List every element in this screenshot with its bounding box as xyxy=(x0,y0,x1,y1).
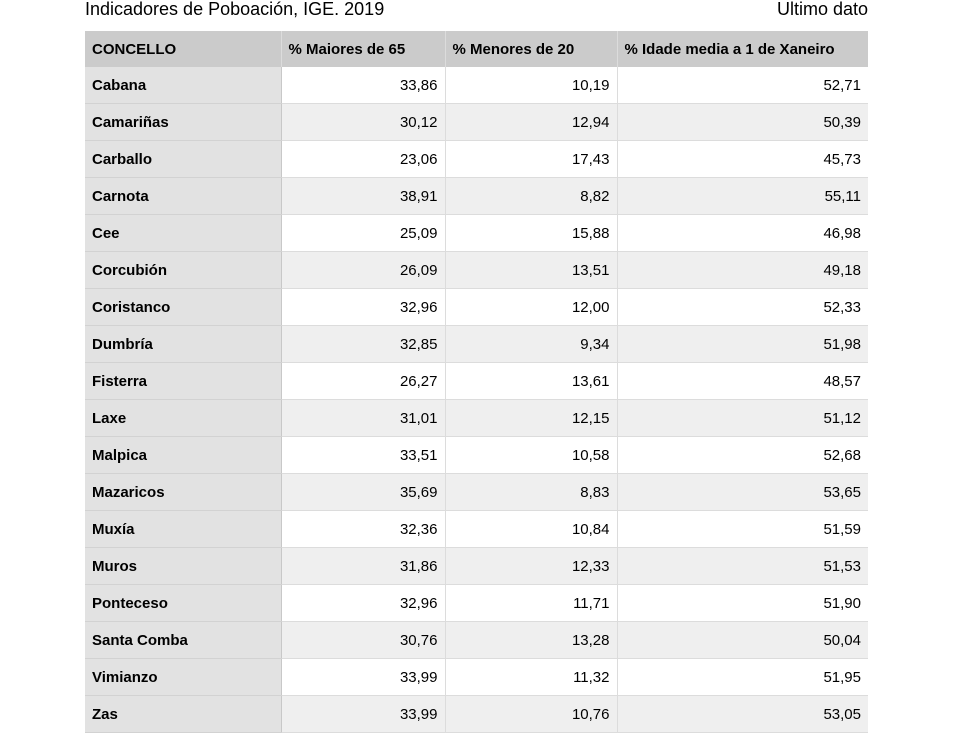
menores-20-cell: 10,19 xyxy=(445,67,617,104)
menores-20-cell: 11,32 xyxy=(445,659,617,696)
idade-media-cell: 51,12 xyxy=(617,400,868,437)
menores-20-cell: 12,15 xyxy=(445,400,617,437)
concello-cell: Cabana xyxy=(85,67,281,104)
table-row xyxy=(85,363,868,400)
table-row xyxy=(85,289,868,326)
table-row xyxy=(85,400,868,437)
menores-20-cell: 12,94 xyxy=(445,104,617,141)
table-row xyxy=(85,326,868,363)
menores-20-cell: 12,00 xyxy=(445,289,617,326)
concello-cell: Carballo xyxy=(85,141,281,178)
table-row xyxy=(85,622,868,659)
menores-20-cell: 8,82 xyxy=(445,178,617,215)
maiores-65-cell: 30,76 xyxy=(281,622,445,659)
table-row xyxy=(85,67,868,104)
concello-cell: Zas xyxy=(85,696,281,733)
concello-cell: Cee xyxy=(85,215,281,252)
menores-20-cell: 13,28 xyxy=(445,622,617,659)
concello-cell: Ponteceso xyxy=(85,585,281,622)
idade-media-cell: 48,57 xyxy=(617,363,868,400)
idade-media-cell: 49,18 xyxy=(617,252,868,289)
table-row xyxy=(85,437,868,474)
table-row xyxy=(85,215,868,252)
table-row xyxy=(85,474,868,511)
menores-20-cell: 10,76 xyxy=(445,696,617,733)
concello-cell: Fisterra xyxy=(85,363,281,400)
menores-20-cell: 10,84 xyxy=(445,511,617,548)
concello-cell: Muros xyxy=(85,548,281,585)
menores-20-cell: 10,58 xyxy=(445,437,617,474)
data-table xyxy=(85,31,868,733)
page-subtitle: Ultimo dato xyxy=(776,0,868,19)
maiores-65-cell: 30,12 xyxy=(281,104,445,141)
table-row xyxy=(85,585,868,622)
concello-cell: Mazaricos xyxy=(85,474,281,511)
concello-cell: Laxe xyxy=(85,400,281,437)
idade-media-cell: 52,68 xyxy=(617,437,868,474)
idade-media-cell: 53,65 xyxy=(617,474,868,511)
idade-media-cell: 55,11 xyxy=(617,178,868,215)
idade-media-cell: 46,98 xyxy=(617,215,868,252)
maiores-65-cell: 33,51 xyxy=(281,437,445,474)
page-title: Indicadores de Poboación, IGE. 2019 xyxy=(85,0,385,19)
column-header-menores-20: % Menores de 20 xyxy=(445,31,617,67)
maiores-65-cell: 32,96 xyxy=(281,289,445,326)
menores-20-cell: 12,33 xyxy=(445,548,617,585)
concello-cell: Malpica xyxy=(85,437,281,474)
maiores-65-cell: 23,06 xyxy=(281,141,445,178)
table-row xyxy=(85,659,868,696)
idade-media-cell: 52,33 xyxy=(617,289,868,326)
idade-media-cell: 51,59 xyxy=(617,511,868,548)
maiores-65-cell: 26,09 xyxy=(281,252,445,289)
idade-media-cell: 52,71 xyxy=(617,67,868,104)
table-header xyxy=(85,31,868,67)
column-header-idade-media: % Idade media a 1 de Xaneiro xyxy=(617,31,868,67)
maiores-65-cell: 32,85 xyxy=(281,326,445,363)
concello-cell: Camariñas xyxy=(85,104,281,141)
concello-cell: Vimianzo xyxy=(85,659,281,696)
maiores-65-cell: 31,01 xyxy=(281,400,445,437)
menores-20-cell: 9,34 xyxy=(445,326,617,363)
column-header-maiores-65: % Maiores de 65 xyxy=(281,31,445,67)
maiores-65-cell: 32,36 xyxy=(281,511,445,548)
maiores-65-cell: 33,86 xyxy=(281,67,445,104)
maiores-65-cell: 33,99 xyxy=(281,696,445,733)
menores-20-cell: 17,43 xyxy=(445,141,617,178)
idade-media-cell: 53,05 xyxy=(617,696,868,733)
concello-cell: Coristanco xyxy=(85,289,281,326)
maiores-65-cell: 33,99 xyxy=(281,659,445,696)
page-header xyxy=(85,0,868,22)
maiores-65-cell: 35,69 xyxy=(281,474,445,511)
concello-cell: Dumbría xyxy=(85,326,281,363)
concello-cell: Corcubión xyxy=(85,252,281,289)
maiores-65-cell: 32,96 xyxy=(281,585,445,622)
menores-20-cell: 13,51 xyxy=(445,252,617,289)
table-row xyxy=(85,104,868,141)
column-header-concello: CONCELLO xyxy=(85,31,281,67)
idade-media-cell: 50,39 xyxy=(617,104,868,141)
menores-20-cell: 8,83 xyxy=(445,474,617,511)
maiores-65-cell: 25,09 xyxy=(281,215,445,252)
maiores-65-cell: 38,91 xyxy=(281,178,445,215)
table-row xyxy=(85,141,868,178)
menores-20-cell: 15,88 xyxy=(445,215,617,252)
table-row xyxy=(85,511,868,548)
idade-media-cell: 51,95 xyxy=(617,659,868,696)
concello-cell: Santa Comba xyxy=(85,622,281,659)
table-row xyxy=(85,252,868,289)
table-body xyxy=(85,67,868,733)
maiores-65-cell: 26,27 xyxy=(281,363,445,400)
header-row xyxy=(85,31,868,67)
menores-20-cell: 11,71 xyxy=(445,585,617,622)
maiores-65-cell: 31,86 xyxy=(281,548,445,585)
concello-cell: Carnota xyxy=(85,178,281,215)
table-row xyxy=(85,696,868,733)
menores-20-cell: 13,61 xyxy=(445,363,617,400)
table-row xyxy=(85,548,868,585)
concello-cell: Muxía xyxy=(85,511,281,548)
idade-media-cell: 51,90 xyxy=(617,585,868,622)
idade-media-cell: 45,73 xyxy=(617,141,868,178)
table-row xyxy=(85,178,868,215)
idade-media-cell: 50,04 xyxy=(617,622,868,659)
idade-media-cell: 51,98 xyxy=(617,326,868,363)
idade-media-cell: 51,53 xyxy=(617,548,868,585)
